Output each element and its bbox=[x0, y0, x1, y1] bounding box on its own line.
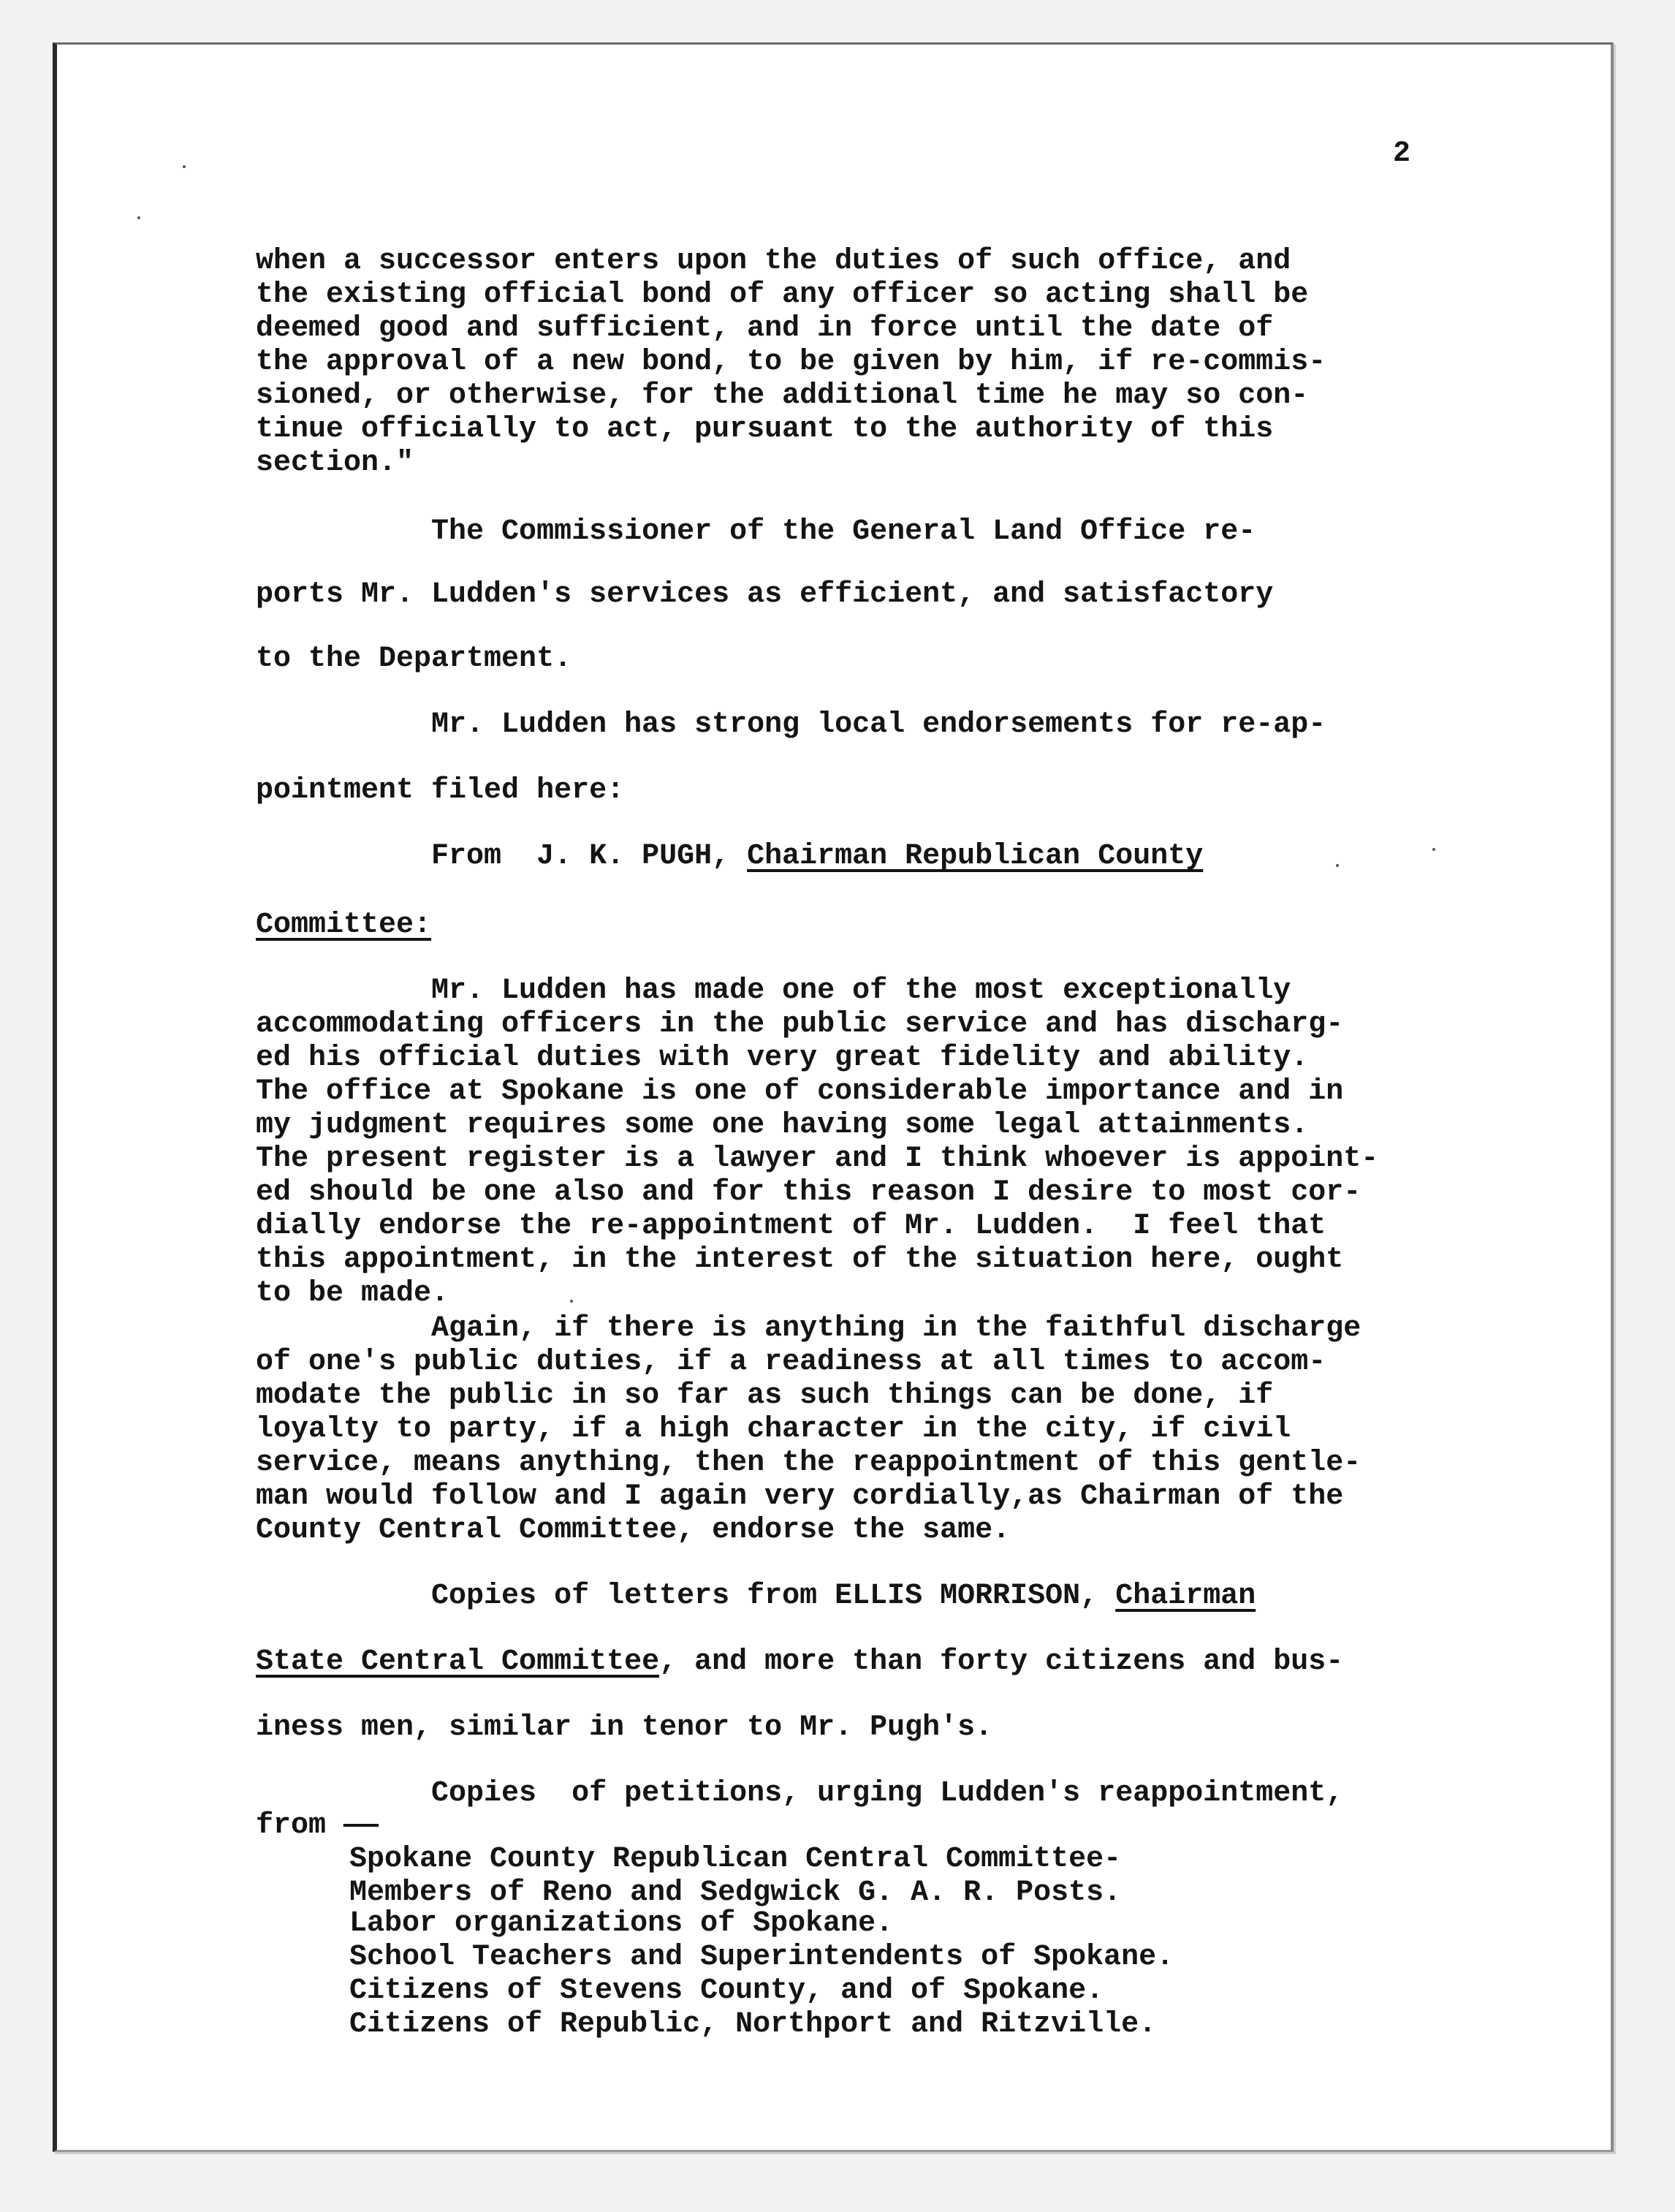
statute-line: deemed good and sufficient, and in force until the date of bbox=[256, 312, 1274, 345]
pugh-letter-line: Mr. Ludden has made one of the most exceptionally bbox=[256, 974, 1291, 1007]
petition-item: Citizens of Republic, Northport and Ritzville. bbox=[349, 2008, 1157, 2041]
pugh-letter-line: my judgment requires some one having some legal attainments. bbox=[256, 1109, 1309, 1142]
paper-speck bbox=[183, 165, 186, 168]
morrison-line: iness men, similar in tenor to Mr. Pugh's. bbox=[256, 1711, 993, 1744]
pugh-heading-continued bbox=[256, 909, 431, 942]
commissioner-report-line: to the Department. bbox=[256, 643, 572, 675]
pugh-heading bbox=[256, 841, 1203, 873]
petitions-intro-line: Copies of petitions, urging Ludden's reappointment, bbox=[256, 1777, 1344, 1810]
statute-line: when a successor enters upon the duties of such office, and bbox=[256, 245, 1291, 278]
morrison-line bbox=[256, 1580, 1256, 1613]
petition-item: Labor organizations of Spokane. bbox=[349, 1907, 894, 1940]
pugh-letter-line: this appointment, in the interest of the situation here, ought bbox=[256, 1243, 1344, 1276]
pugh-letter-line: dially endorse the re-appointment of Mr. Ludden. I feel that bbox=[256, 1210, 1326, 1243]
pugh-title-continued: Committee: bbox=[256, 909, 432, 942]
pugh-letter-line: The present register is a lawyer and I think whoever is appoint- bbox=[256, 1143, 1379, 1175]
pugh-title: Chairman Republican County bbox=[747, 840, 1204, 873]
pugh-letter-line: County Central Committee, endorse the same. bbox=[256, 1514, 1011, 1547]
statute-line: the existing official bond of any officer so acting shall be bbox=[256, 279, 1309, 311]
paper-speck bbox=[137, 216, 140, 219]
pugh-letter-line: to be made. bbox=[256, 1277, 449, 1310]
morrison-line bbox=[256, 1646, 1343, 1678]
endorsements-line: pointment filed here: bbox=[256, 774, 625, 807]
morrison-title: Chairman bbox=[1115, 1580, 1256, 1613]
statute-line: sioned, or otherwise, for the additional time he may so con- bbox=[256, 379, 1309, 412]
commissioner-report-line: ports Mr. Ludden's services as efficient, and satisfactory bbox=[256, 578, 1274, 611]
paper-speck bbox=[1336, 864, 1339, 867]
statute-line: tinue officially to act, pursuant to the authority of this bbox=[256, 413, 1274, 446]
morrison-text: , and more than forty citizens and bus- bbox=[659, 1645, 1344, 1678]
petition-item: Members of Reno and Sedgwick G. A. R. Posts. bbox=[349, 1876, 1122, 1909]
statute-line: section." bbox=[256, 447, 414, 480]
pugh-name: From J. K. PUGH, bbox=[256, 840, 748, 873]
morrison-intro: Copies of letters from ELLIS MORRISON, bbox=[256, 1580, 1116, 1613]
pugh-letter-line: service, means anything, then the reappointment of this gentle- bbox=[256, 1447, 1361, 1480]
pugh-letter-line: modate the public in so far as such things can be done, if bbox=[256, 1379, 1274, 1412]
petition-item: Spokane County Republican Central Committee- bbox=[349, 1843, 1122, 1876]
statute-line: the approval of a new bond, to be given by him, if re-commis- bbox=[256, 346, 1326, 379]
petition-item: School Teachers and Superintendents of Spokane. bbox=[349, 1941, 1174, 1974]
petitions-intro-line: from —— bbox=[256, 1809, 379, 1842]
pugh-letter-line: loyalty to party, if a high character in the city, if civil bbox=[256, 1413, 1291, 1446]
paper-speck bbox=[1432, 848, 1435, 851]
pugh-letter-line: Again, if there is anything in the faithful discharge bbox=[256, 1312, 1361, 1345]
page-number: 2 bbox=[1393, 137, 1411, 170]
pugh-letter-line: of one's public duties, if a readiness at all times to accom- bbox=[256, 1346, 1326, 1379]
pugh-letter-line: accommodating officers in the public service and has discharg- bbox=[256, 1008, 1344, 1041]
pugh-letter-line: man would follow and I again very cordially,as Chairman of the bbox=[256, 1480, 1344, 1513]
morrison-title-continued: State Central Committee bbox=[256, 1645, 660, 1678]
endorsements-line: Mr. Ludden has strong local endorsements for re-ap- bbox=[256, 708, 1326, 741]
pugh-letter-line: ed his official duties with very great fidelity and ability. bbox=[256, 1042, 1309, 1075]
petition-item: Citizens of Stevens County, and of Spokane. bbox=[349, 1974, 1104, 2007]
paper-speck bbox=[570, 1300, 573, 1303]
commissioner-report-line: The Commissioner of the General Land Office re- bbox=[256, 515, 1256, 548]
pugh-letter-line: The office at Spokane is one of considerable importance and in bbox=[256, 1075, 1344, 1108]
pugh-letter-line: ed should be one also and for this reason I desire to most cor- bbox=[256, 1176, 1361, 1209]
